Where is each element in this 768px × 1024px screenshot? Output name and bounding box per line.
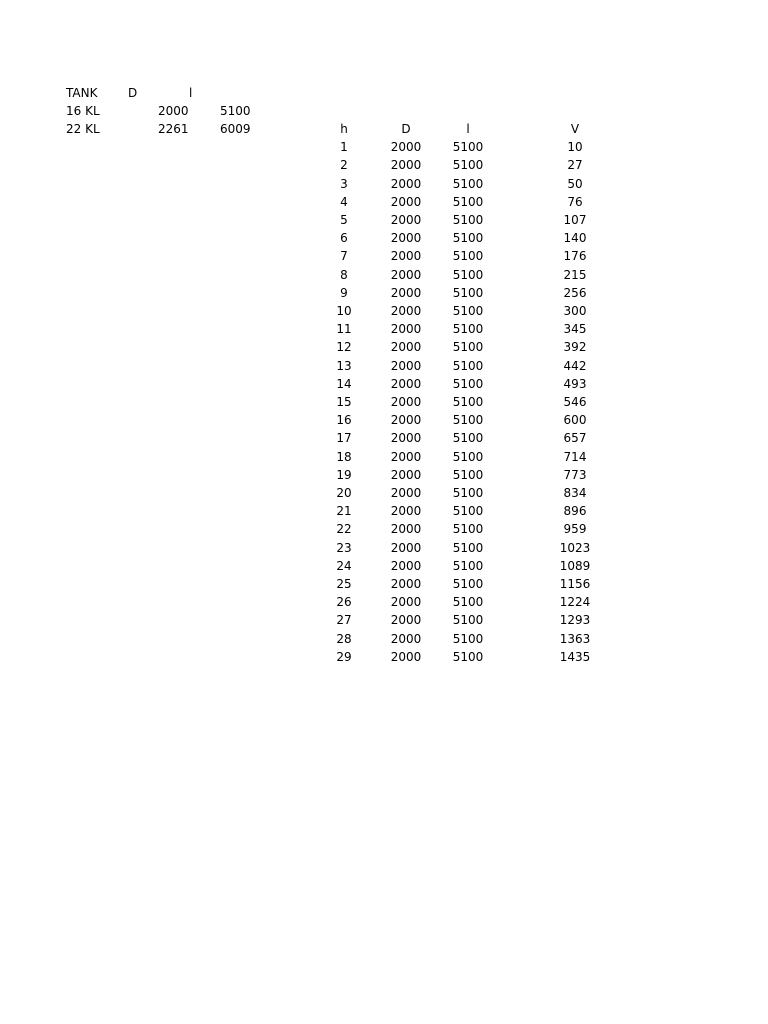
- volume-table-cell: 1023: [559, 540, 591, 555]
- volume-table-cell: 256: [563, 285, 587, 300]
- volume-table-cell: 5100: [452, 213, 484, 227]
- volume-table-cell: 12: [336, 340, 352, 355]
- volume-table-cell: 5100: [452, 267, 484, 282]
- tank-table-cell: 6009: [220, 122, 251, 137]
- volume-table-cell: 23: [336, 540, 352, 555]
- volume-header-cell: l: [466, 122, 470, 136]
- volume-table-cell: 5100: [452, 577, 484, 591]
- volume-table-cell: 5100: [452, 486, 484, 500]
- volume-table-cell: 24: [336, 558, 352, 573]
- volume-table-cell: 18: [336, 449, 352, 464]
- volume-table-cell: 3: [340, 176, 348, 191]
- volume-table-cell: 959: [563, 522, 587, 537]
- volume-header-cell: D: [401, 122, 411, 136]
- tank-table-cell: 22 KL: [66, 122, 100, 137]
- volume-table-cell: 5100: [452, 540, 484, 555]
- volume-table-cell: 2000: [390, 613, 422, 628]
- volume-table-cell: 15: [336, 395, 352, 409]
- volume-table-cell: 2000: [390, 504, 422, 519]
- volume-table-cell: 2000: [390, 540, 422, 555]
- volume-table-cell: 215: [563, 267, 587, 282]
- volume-table-cell: 11: [336, 322, 352, 337]
- volume-table-cell: 5100: [452, 504, 484, 519]
- volume-table-cell: 5100: [452, 249, 484, 264]
- volume-table-cell: 345: [563, 322, 587, 337]
- volume-table-cell: 5100: [452, 322, 484, 337]
- volume-table-cell: 50: [567, 176, 583, 191]
- volume-table-cell: 5100: [452, 194, 484, 209]
- volume-table-cell: 8: [340, 267, 348, 282]
- volume-table-cell: 6: [340, 231, 348, 246]
- volume-table-cell: 2000: [390, 213, 422, 227]
- volume-table-cell: 4: [340, 194, 348, 209]
- tank-table-cell: 2261: [158, 122, 189, 137]
- volume-table-cell: 5100: [452, 595, 484, 610]
- volume-table-cell: 20: [336, 486, 352, 500]
- volume-table-cell: 773: [563, 467, 587, 482]
- volume-table-cell: 5100: [452, 649, 484, 664]
- tank-table-cell: 2000: [158, 104, 189, 119]
- volume-table-cell: 5100: [452, 558, 484, 573]
- tank-header-cell: l: [189, 86, 193, 100]
- volume-table-cell: 2000: [390, 158, 422, 173]
- volume-table-cell: 17: [336, 431, 352, 446]
- volume-table-cell: 22: [336, 522, 352, 537]
- volume-table-cell: 2000: [390, 449, 422, 464]
- volume-table-cell: 5100: [452, 231, 484, 246]
- volume-table-cell: 5100: [452, 467, 484, 482]
- volume-header-cell: V: [570, 122, 580, 136]
- volume-table-cell: 27: [567, 158, 583, 173]
- volume-table-cell: 1089: [559, 558, 591, 573]
- volume-table-cell: 300: [563, 304, 587, 318]
- volume-table-cell: 5100: [452, 176, 484, 191]
- volume-table-cell: 76: [567, 194, 583, 209]
- volume-table-cell: 714: [563, 449, 587, 464]
- volume-table-cell: 5100: [452, 613, 484, 628]
- volume-table-cell: 140: [563, 231, 587, 246]
- volume-table-cell: 5100: [452, 376, 484, 391]
- volume-table-cell: 5100: [452, 158, 484, 173]
- volume-table-cell: 546: [563, 395, 587, 409]
- volume-table-cell: 2000: [390, 649, 422, 664]
- volume-table-cell: 2000: [390, 322, 422, 337]
- volume-table-cell: 5100: [452, 449, 484, 464]
- volume-table-cell: 2000: [390, 249, 422, 264]
- volume-table-cell: 657: [563, 431, 587, 446]
- volume-table-cell: 2000: [390, 631, 422, 646]
- volume-table-cell: 29: [336, 649, 352, 664]
- volume-table-cell: 10: [567, 140, 583, 155]
- volume-table-cell: 2000: [390, 194, 422, 209]
- volume-table-cell: 896: [563, 504, 587, 519]
- volume-table-cell: 5100: [452, 304, 484, 318]
- volume-table-cell: 2: [340, 158, 348, 173]
- volume-table-cell: 21: [336, 504, 352, 519]
- volume-table-cell: 5100: [452, 340, 484, 355]
- volume-table-cell: 25: [336, 577, 352, 591]
- volume-header-cell: h: [340, 122, 348, 136]
- volume-table-cell: 5100: [452, 522, 484, 537]
- volume-table-cell: 5100: [452, 285, 484, 300]
- volume-table-cell: 2000: [390, 522, 422, 537]
- tank-table-cell: 16 KL: [66, 104, 100, 119]
- volume-table-cell: 5100: [452, 140, 484, 155]
- volume-table-cell: 5100: [452, 395, 484, 409]
- volume-table-cell: 2000: [390, 176, 422, 191]
- volume-table-cell: 493: [563, 376, 587, 391]
- volume-table-cell: 2000: [390, 376, 422, 391]
- volume-table-cell: 2000: [390, 267, 422, 282]
- volume-table-cell: 442: [563, 358, 587, 373]
- volume-table-cell: 5100: [452, 413, 484, 428]
- volume-table-cell: 5100: [452, 631, 484, 646]
- volume-table-cell: 2000: [390, 231, 422, 246]
- volume-table-cell: 16: [336, 413, 352, 428]
- volume-table-cell: 1156: [559, 577, 591, 591]
- volume-table-cell: 19: [336, 467, 352, 482]
- volume-table-cell: 176: [563, 249, 587, 264]
- volume-table-cell: 2000: [390, 358, 422, 373]
- volume-table-cell: 10: [336, 304, 352, 318]
- tank-header-cell: TANK: [66, 86, 98, 100]
- volume-table-cell: 2000: [390, 340, 422, 355]
- volume-table-cell: 2000: [390, 595, 422, 610]
- volume-table-cell: 2000: [390, 558, 422, 573]
- volume-table-cell: 834: [563, 486, 587, 500]
- volume-table-cell: 392: [563, 340, 587, 355]
- volume-table-cell: 1224: [559, 595, 591, 610]
- volume-table-cell: 2000: [390, 486, 422, 500]
- volume-table-cell: 2000: [390, 467, 422, 482]
- tank-table-cell: 5100: [220, 104, 251, 119]
- volume-table-cell: 1: [340, 140, 348, 155]
- volume-table-cell: 107: [563, 213, 587, 227]
- volume-table-cell: 28: [336, 631, 352, 646]
- volume-table-cell: 13: [336, 358, 352, 373]
- volume-table-cell: 1363: [559, 631, 591, 646]
- volume-table-cell: 5100: [452, 358, 484, 373]
- volume-table-cell: 27: [336, 613, 352, 628]
- volume-table-cell: 26: [336, 595, 352, 610]
- volume-table-cell: 2000: [390, 395, 422, 409]
- volume-table-cell: 5100: [452, 431, 484, 446]
- volume-table-cell: 1435: [559, 649, 591, 664]
- volume-table-cell: 1293: [559, 613, 591, 628]
- volume-table-cell: 7: [340, 249, 348, 264]
- volume-table-cell: 600: [563, 413, 587, 428]
- volume-table-cell: 9: [340, 285, 348, 300]
- volume-table-cell: 2000: [390, 140, 422, 155]
- volume-table-cell: 5: [340, 213, 348, 227]
- tank-header-cell: D: [128, 86, 138, 100]
- volume-table-cell: 2000: [390, 285, 422, 300]
- volume-table-cell: 14: [336, 376, 352, 391]
- volume-table-cell: 2000: [390, 413, 422, 428]
- volume-table-cell: 2000: [390, 304, 422, 318]
- volume-table-cell: 2000: [390, 577, 422, 591]
- volume-table-cell: 2000: [390, 431, 422, 446]
